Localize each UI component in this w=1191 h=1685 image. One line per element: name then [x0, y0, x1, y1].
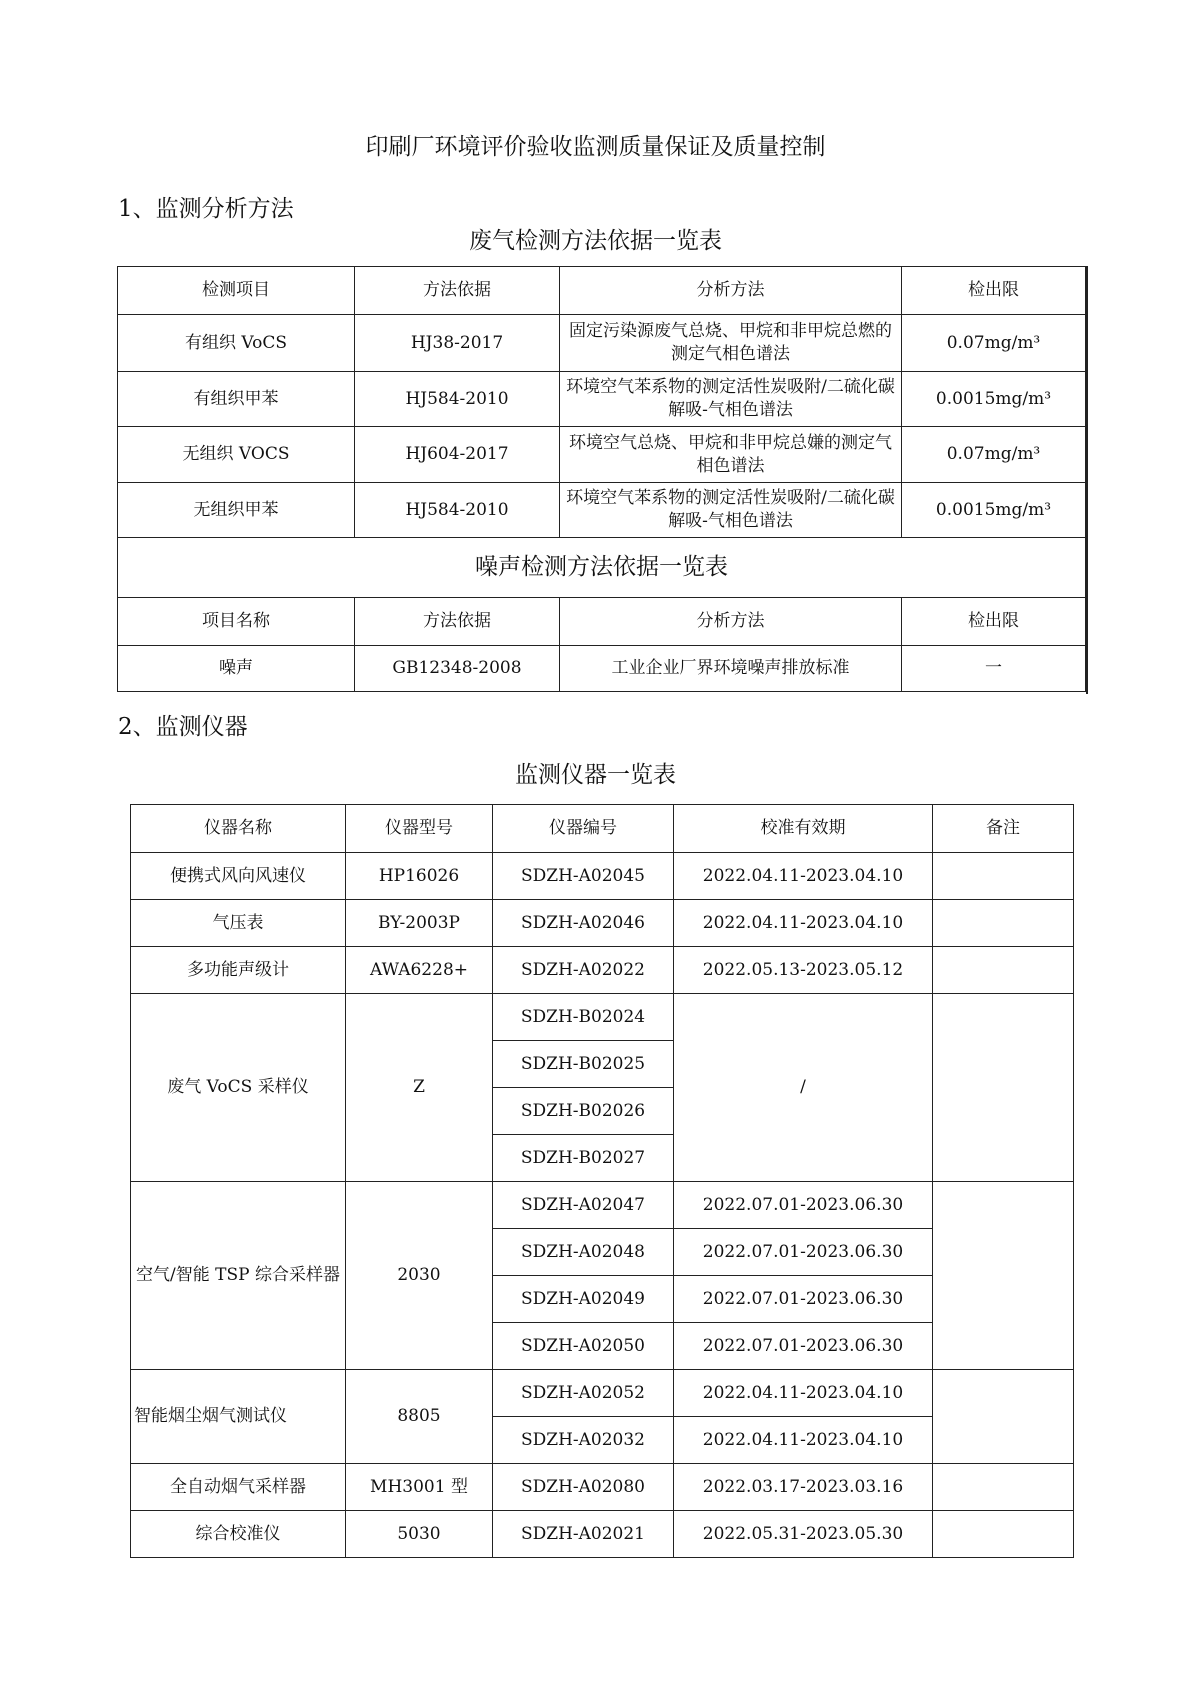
- noise-caption-row: [118, 538, 1086, 598]
- header-cell: 检出限: [902, 267, 1086, 315]
- model-cell: AWA6228+: [346, 947, 493, 994]
- table-row: [131, 947, 1074, 994]
- code-cell: SDZH-A02021: [493, 1511, 674, 1558]
- valid-cell: 2022.07.01-2023.06.30: [674, 1323, 933, 1370]
- valid-cell: 2022.07.01-2023.06.30: [674, 1182, 933, 1229]
- basis-cell: HJ604-2017: [355, 427, 560, 483]
- item-cell: 有组织 VoCS: [118, 315, 355, 372]
- header-cell: 备注: [933, 805, 1074, 853]
- table-row: [118, 315, 1086, 372]
- valid-cell: 2022.03.17-2023.03.16: [674, 1464, 933, 1511]
- name-cell: 气压表: [131, 900, 346, 947]
- limit-cell: 0.0015mg/m³: [902, 372, 1086, 427]
- noise-header-row: [118, 598, 1086, 646]
- table-row: [131, 994, 1074, 1041]
- valid-cell: 2022.04.11-2023.04.10: [674, 900, 933, 947]
- table-row: [118, 372, 1086, 427]
- code-cell: SDZH-A02022: [493, 947, 674, 994]
- model-cell: HP16026: [346, 853, 493, 900]
- valid-cell: 2022.04.11-2023.04.10: [674, 853, 933, 900]
- header-cell: 仪器编号: [493, 805, 674, 853]
- valid-cell: 2022.07.01-2023.06.30: [674, 1229, 933, 1276]
- header-cell: 检出限: [902, 598, 1086, 646]
- name-cell: 便携式风向风速仪: [131, 853, 346, 900]
- code-cell: SDZH-A02047: [493, 1182, 674, 1229]
- model-cell: Z: [346, 994, 493, 1182]
- valid-cell: 2022.04.11-2023.04.10: [674, 1417, 933, 1464]
- item-cell: 无组织甲苯: [118, 483, 355, 538]
- section-heading-instruments: 2、监测仪器: [118, 714, 248, 740]
- code-cell: SDZH-A02049: [493, 1276, 674, 1323]
- table-row: [131, 900, 1074, 947]
- name-cell: 综合校准仪: [131, 1511, 346, 1558]
- model-cell: 8805: [346, 1370, 493, 1464]
- name-cell: 空气/智能 TSP 综合采样器: [131, 1182, 346, 1370]
- basis-cell: GB12348-2008: [355, 646, 560, 692]
- code-cell: SDZH-A02050: [493, 1323, 674, 1370]
- code-cell: SDZH-A02032: [493, 1417, 674, 1464]
- limit-cell: 0.07mg/m³: [902, 315, 1086, 372]
- table-row: [118, 483, 1086, 538]
- item-cell: 有组织甲苯: [118, 372, 355, 427]
- code-cell: SDZH-A02080: [493, 1464, 674, 1511]
- header-cell: 方法依据: [355, 267, 560, 315]
- header-cell: 仪器名称: [131, 805, 346, 853]
- remark-cell: [933, 994, 1074, 1182]
- instrument-table-caption: 监测仪器一览表: [515, 762, 676, 788]
- basis-cell: HJ38-2017: [355, 315, 560, 372]
- remark-cell: [933, 1464, 1074, 1511]
- valid-cell: /: [674, 994, 933, 1182]
- method-cell: 环境空气总烧、甲烷和非甲烷总嫌的测定气相色谱法: [560, 427, 902, 483]
- limit-cell: 一: [902, 646, 1086, 692]
- header-cell: 分析方法: [560, 598, 902, 646]
- header-cell: 方法依据: [355, 598, 560, 646]
- method-cell: 工业企业厂界环境噪声排放标准: [560, 646, 902, 692]
- code-cell: SDZH-A02052: [493, 1370, 674, 1417]
- code-cell: SDZH-B02024: [493, 994, 674, 1041]
- valid-cell: 2022.04.11-2023.04.10: [674, 1370, 933, 1417]
- header-cell: 分析方法: [560, 267, 902, 315]
- method-cell: 固定污染源废气总烧、甲烷和非甲烷总燃的测定气相色谱法: [560, 315, 902, 372]
- code-cell: SDZH-A02046: [493, 900, 674, 947]
- valid-cell: 2022.05.31-2023.05.30: [674, 1511, 933, 1558]
- name-cell: 智能烟尘烟气测试仪: [131, 1370, 346, 1464]
- model-cell: BY-2003P: [346, 900, 493, 947]
- name-cell: 多功能声级计: [131, 947, 346, 994]
- section-heading-methods: 1、监测分析方法: [118, 196, 294, 222]
- header-cell: 仪器型号: [346, 805, 493, 853]
- instrument-table: [130, 804, 1074, 1558]
- noise-table-caption: 噪声检测方法依据一览表: [118, 538, 1086, 598]
- gas-header-row: [118, 267, 1086, 315]
- basis-cell: HJ584-2010: [355, 483, 560, 538]
- header-cell: 项目名称: [118, 598, 355, 646]
- model-cell: 5030: [346, 1511, 493, 1558]
- instrument-header-row: [131, 805, 1074, 853]
- gas-table-caption: 废气检测方法依据一览表: [469, 228, 722, 254]
- table-row: [118, 427, 1086, 483]
- name-cell: 全自动烟气采样器: [131, 1464, 346, 1511]
- remark-cell: [933, 1370, 1074, 1464]
- table-row: [131, 1464, 1074, 1511]
- header-cell: 校准有效期: [674, 805, 933, 853]
- methods-table: [117, 266, 1086, 692]
- limit-cell: 0.07mg/m³: [902, 427, 1086, 483]
- code-cell: SDZH-A02048: [493, 1229, 674, 1276]
- model-cell: MH3001 型: [346, 1464, 493, 1511]
- table-edge-line: [1086, 266, 1088, 694]
- model-cell: 2030: [346, 1182, 493, 1370]
- method-cell: 环境空气苯系物的测定活性炭吸附/二硫化碳解吸-气相色谱法: [560, 483, 902, 538]
- table-row: [131, 853, 1074, 900]
- remark-cell: [933, 1182, 1074, 1370]
- table-row: [131, 1370, 1074, 1417]
- method-cell: 环境空气苯系物的测定活性炭吸附/二硫化碳解吸-气相色谱法: [560, 372, 902, 427]
- item-cell: 无组织 VOCS: [118, 427, 355, 483]
- valid-cell: 2022.05.13-2023.05.12: [674, 947, 933, 994]
- document-title: 印刷厂环境评价验收监测质量保证及质量控制: [365, 134, 826, 160]
- table-row: [131, 1182, 1074, 1229]
- code-cell: SDZH-B02026: [493, 1088, 674, 1135]
- item-cell: 噪声: [118, 646, 355, 692]
- limit-cell: 0.0015mg/m³: [902, 483, 1086, 538]
- remark-cell: [933, 853, 1074, 900]
- table-row: [131, 1511, 1074, 1558]
- remark-cell: [933, 900, 1074, 947]
- header-cell: 检测项目: [118, 267, 355, 315]
- name-cell: 废气 VoCS 采样仪: [131, 994, 346, 1182]
- code-cell: SDZH-B02027: [493, 1135, 674, 1182]
- code-cell: SDZH-A02045: [493, 853, 674, 900]
- remark-cell: [933, 1511, 1074, 1558]
- code-cell: SDZH-B02025: [493, 1041, 674, 1088]
- valid-cell: 2022.07.01-2023.06.30: [674, 1276, 933, 1323]
- table-row: [118, 646, 1086, 692]
- basis-cell: HJ584-2010: [355, 372, 560, 427]
- remark-cell: [933, 947, 1074, 994]
